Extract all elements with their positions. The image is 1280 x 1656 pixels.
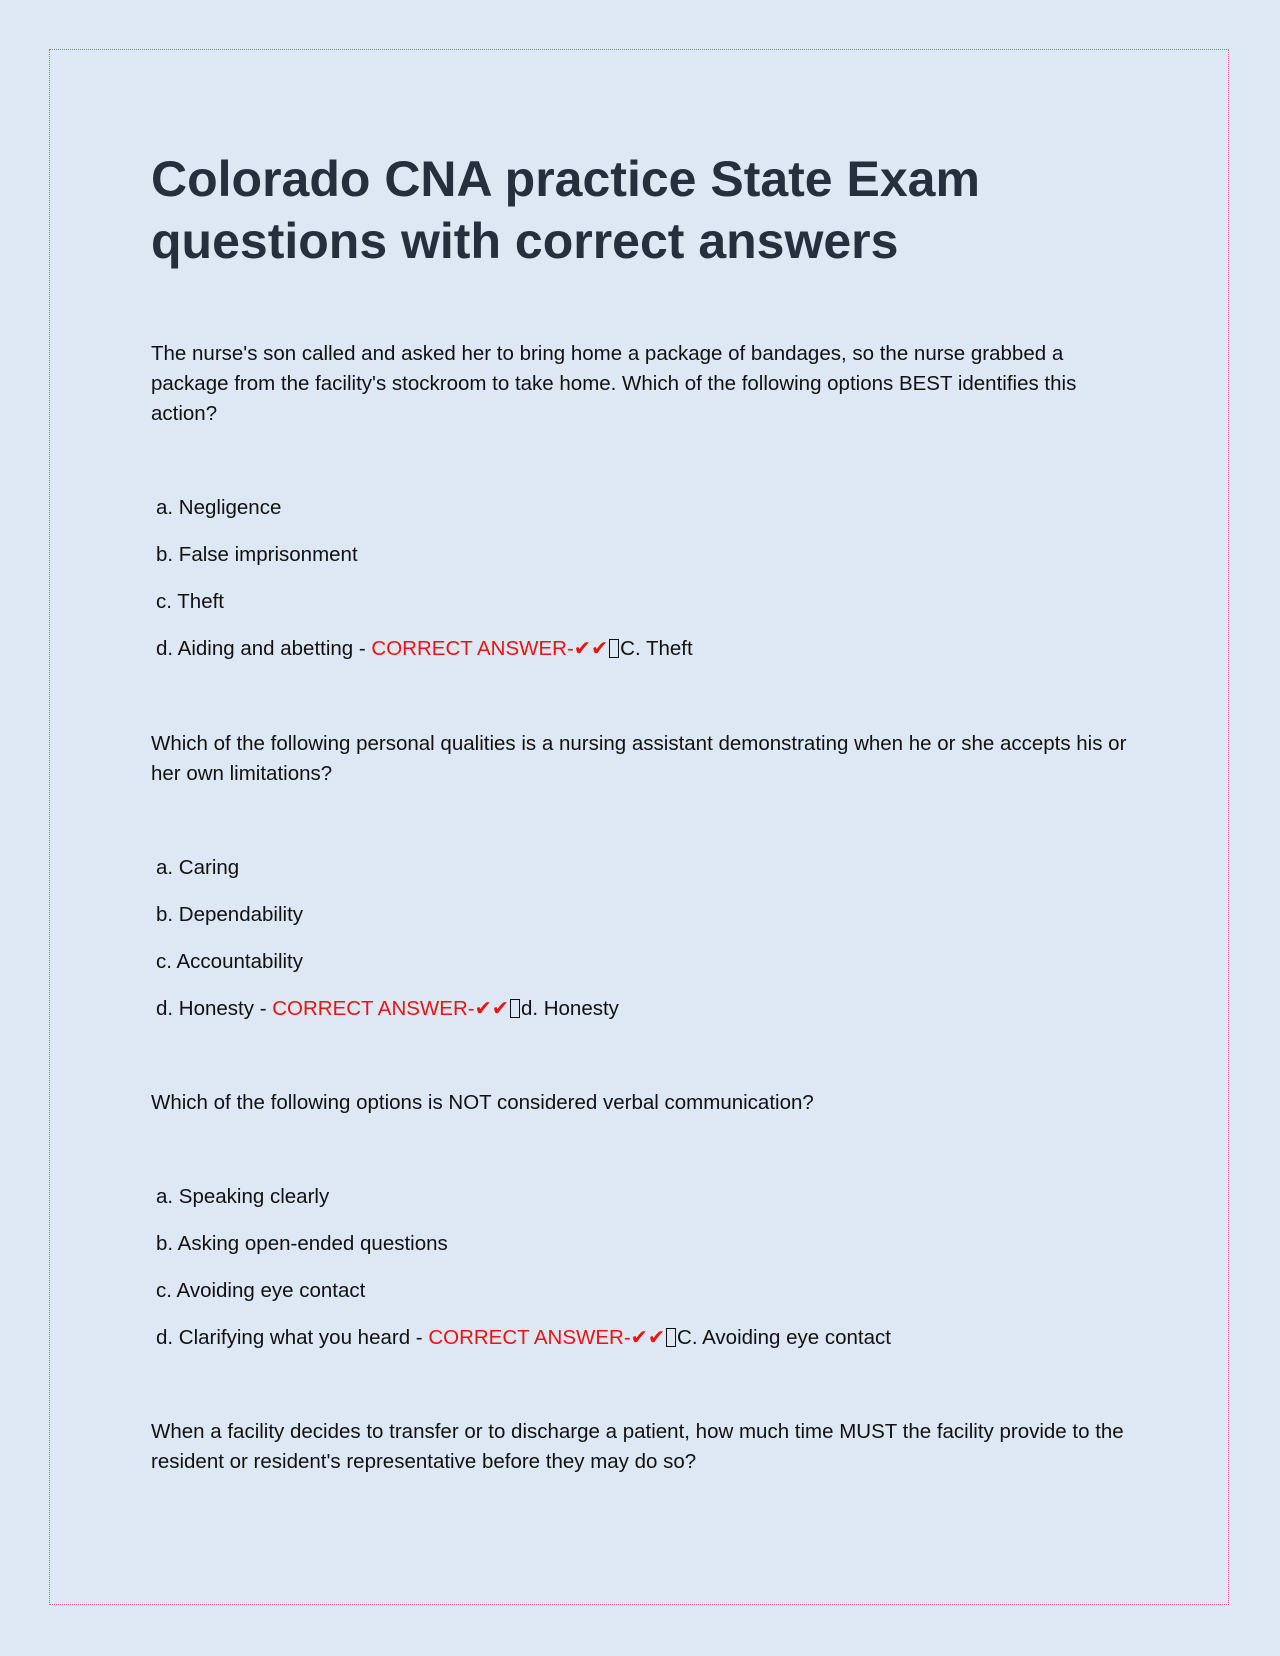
option-item: d. Honesty - xyxy=(156,997,273,1020)
option-item: c. Theft xyxy=(156,590,224,613)
correct-answer-text: C. Theft xyxy=(620,637,693,660)
option-item: c. Avoiding eye contact xyxy=(156,1279,366,1302)
option-answer-line xyxy=(151,1323,1141,1370)
correct-answer-label: CORRECT ANSWER-✔✔ xyxy=(428,1326,666,1349)
option-item: a. Caring xyxy=(156,856,240,879)
question-block xyxy=(151,729,1141,1041)
option-item: c. Accountability xyxy=(156,950,303,973)
page-title: Colorado CNA practice State Exam questions with correct answers xyxy=(151,151,980,269)
question-text: The nurse's son called and asked her to bring home a package of bandages, so the nurse grabbed a package from the facility's stockroom to take home. Which of the following options BEST identifies this action? xyxy=(151,342,1077,425)
question-text: Which of the following personal qualities is a nursing assistant demonstrating when he or she accepts his or her own limitations? xyxy=(151,732,1127,785)
option-item: d. Clarifying what you heard - xyxy=(156,1326,429,1349)
correct-answer-text: d. Honesty xyxy=(520,997,619,1020)
option-item: b. False imprisonment xyxy=(156,543,358,566)
document-header xyxy=(151,148,1151,272)
missing-glyph-icon xyxy=(609,639,619,658)
correct-answer-text: C. Avoiding eye contact xyxy=(677,1326,891,1349)
question-text: Which of the following options is NOT considered verbal communication? xyxy=(151,1091,814,1114)
option-item: a. Speaking clearly xyxy=(156,1185,330,1208)
option-answer-line xyxy=(151,634,1141,681)
question-block xyxy=(151,1088,1141,1370)
option-item: b. Asking open-ended questions xyxy=(156,1232,448,1255)
question-block xyxy=(151,339,1141,681)
question-block xyxy=(151,1417,1141,1477)
option-answer-line xyxy=(151,994,1141,1041)
correct-answer-label: CORRECT ANSWER-✔✔ xyxy=(272,997,509,1020)
missing-glyph-icon xyxy=(666,1328,676,1347)
option-list xyxy=(151,1182,1141,1370)
correct-answer-label: CORRECT ANSWER-✔✔ xyxy=(371,637,609,660)
option-item: d. Aiding and abetting - xyxy=(156,637,372,660)
option-item: b. Dependability xyxy=(156,903,304,926)
option-item: a. Negligence xyxy=(156,496,282,519)
option-list xyxy=(151,493,1141,681)
missing-glyph-icon xyxy=(510,999,520,1018)
question-text: When a facility decides to transfer or to discharge a patient, how much time MUST the facility provide to the resident or resident's representative before they may do so? xyxy=(151,1420,1124,1473)
option-list xyxy=(151,853,1141,1041)
